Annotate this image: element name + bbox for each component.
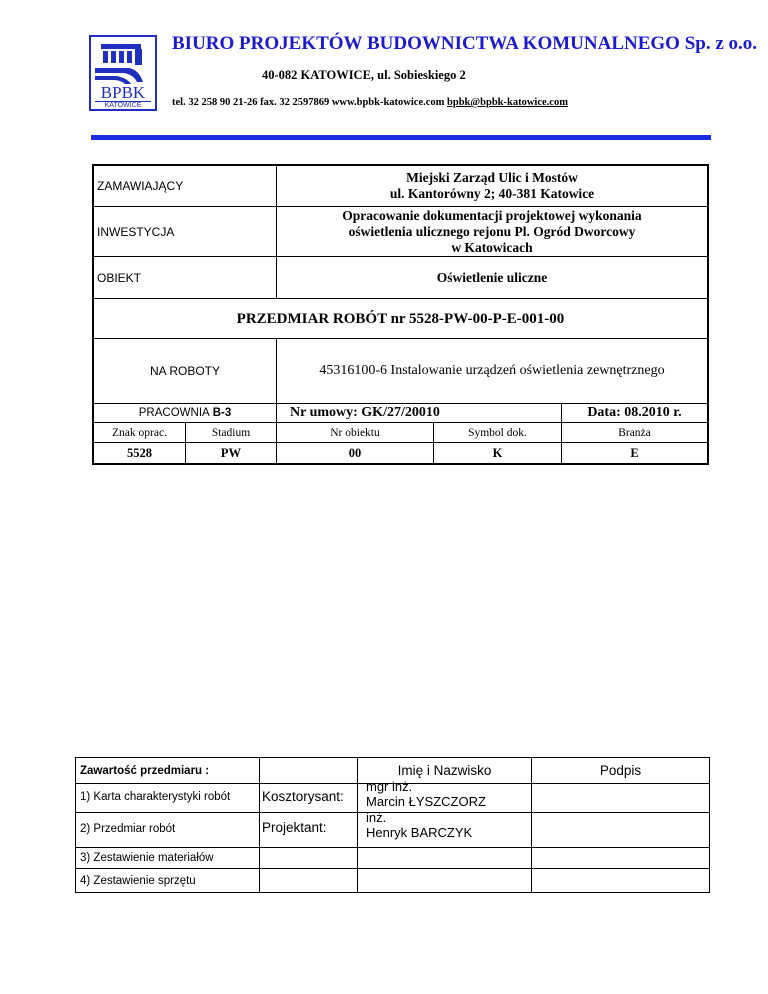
person-1-title: mgr inż. (366, 779, 413, 794)
client-value (277, 166, 707, 206)
investment-line-2: oświetlenia ulicznego rejonu Pl. Ogród Dworcowy (348, 223, 636, 239)
email-link[interactable]: bpbk@bpbk-katowice.com (447, 97, 568, 108)
contents-title: Zawartość przedmiaru : (80, 765, 210, 777)
code-value-symbol: K (492, 445, 503, 460)
code-header-object: Nr obiektu (330, 426, 380, 439)
code-value-stage: PW (220, 445, 242, 460)
person-2-title: inż. (366, 810, 387, 825)
works-value: 45316100-6 Instalowanie urządzeń oświetlenia zewnętrznego (319, 363, 665, 378)
person-2 (366, 810, 472, 840)
company-logo (89, 35, 157, 111)
contents-item-3: 3) Zestawienie materiałów (80, 852, 214, 864)
signature-header: Podpis (599, 763, 642, 778)
person-2-name: Henryk BARCZYK (366, 825, 473, 840)
company-contact (172, 97, 568, 108)
person-1-name: Marcin ŁYSZCZORZ (366, 794, 486, 809)
client-label: ZAMAWIAJĄCY (97, 179, 184, 193)
code-value-object: 00 (348, 445, 362, 460)
company-address: 40-082 KATOWICE, ul. Sobieskiego 2 (262, 68, 466, 82)
role-estimator: Kosztorysant: (262, 789, 344, 804)
contents-item-4: 4) Zestawienie sprzętu (80, 875, 196, 887)
code-header-symbol: Symbol dok. (468, 426, 527, 439)
investment-line-3: w Katowicach (451, 239, 533, 255)
code-header-branch: Branża (618, 426, 651, 439)
client-name: Miejski Zarząd Ulic i Mostów (406, 170, 578, 185)
name-header: Imię i Nazwisko (397, 763, 492, 778)
investment-label: INWESTYCJA (97, 224, 175, 239)
code-value-author: 5528 (127, 445, 152, 460)
workshop-value: B-3 (212, 407, 232, 419)
document-title: PRZEDMIAR ROBÓT nr 5528-PW-00-P-E-001-00 (236, 310, 565, 327)
client-address: ul. Kantorówny 2; 40-381 Katowice (389, 186, 595, 201)
logo-text: BPBK (100, 83, 146, 102)
contract-number: Nr umowy: GK/27/20010 (290, 405, 440, 420)
document-date: Data: 08.2010 r. (587, 405, 682, 420)
role-designer: Projektant: (262, 820, 327, 835)
bridge-icon (93, 38, 153, 86)
contents-item-1: 1) Karta charakterystyki robót (80, 791, 231, 803)
code-header-author: Znak oprac. (112, 426, 167, 439)
investment-value (277, 207, 707, 256)
investment-line-1: Opracowanie dokumentacji projektowej wykonania (342, 207, 642, 223)
company-name: BIURO PROJEKTÓW BUDOWNICTWA KOMUNALNEGO Sp. z o.o. (172, 33, 758, 54)
project-info-table (92, 164, 709, 465)
workshop-label: PRACOWNIA (138, 407, 210, 419)
workshop-cell (94, 404, 276, 422)
code-value-branch: E (630, 445, 639, 460)
contents-table (75, 757, 710, 893)
contact-phone-web: tel. 32 258 90 21-26 fax. 32 2597869 www.bpbk-katowice.com (172, 97, 445, 108)
works-label: NA ROBOTY (149, 364, 220, 378)
object-label: OBIEKT (97, 270, 142, 285)
person-1 (366, 779, 486, 809)
header-divider (91, 135, 711, 140)
contents-item-2: 2) Przedmiar robót (80, 823, 176, 835)
logo-subtext: KATOWICE (95, 101, 151, 110)
code-header-stage: Stadium (211, 426, 251, 439)
object-value: Oświetlenie uliczne (436, 269, 548, 285)
